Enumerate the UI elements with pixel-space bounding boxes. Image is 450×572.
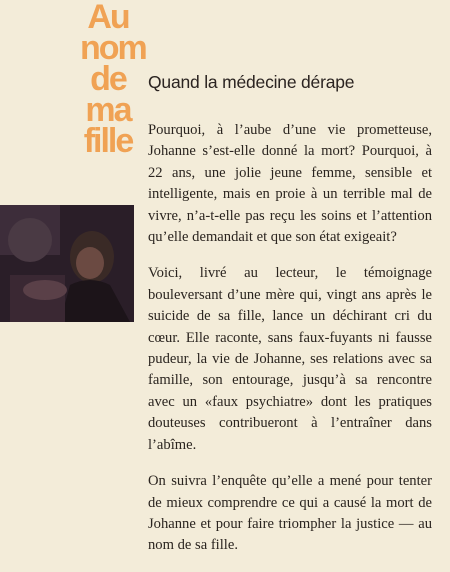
title-line: ma: [85, 91, 131, 129]
title-line: nom: [80, 29, 146, 67]
description-text: [148, 120, 432, 572]
title-line: fille: [83, 122, 133, 160]
photo-illustration: [0, 205, 134, 322]
paragraph: Pourquoi, à l’aube d’une vie prometteuse, Johanne s’est-elle donné la mort? Pourquoi, à 22 ans, une jolie jeune femme, sensible et intelligente, mais en proie à un terrible mal de vivre, n’a-t-elle pas reçu les soins et l’attention qu’elle demandait et que son état exigeait?: [148, 122, 432, 246]
paragraph: Voici, livré au lecteur, le témoignage bouleversant d’une mère qui, vingt ans après le suicide de sa fille, lance un déchirant cri du cœur. Elle raconte, sans faux-fuyants ni fausse pudeur, la vie de Johanne, ses relations avec sa famille, son entourage, jusqu’à sa rencontre avec un «faux psychiatre» dont les pratiques douteuses contribueront à l’entraîner dans l’abîme.: [148, 265, 432, 453]
title-line: Au: [87, 0, 129, 36]
title-line: de: [90, 60, 126, 98]
section-heading: Quand la médecine dérape: [148, 72, 355, 92]
cover-photo: [0, 205, 134, 322]
paragraph: On suivra l’enquête qu’elle a mené pour tenter de mieux comprendre ce qui a causé la mort de Johanne et pour faire triompher la justice — au nom de sa fille.: [148, 473, 432, 554]
book-title: [80, 0, 146, 160]
